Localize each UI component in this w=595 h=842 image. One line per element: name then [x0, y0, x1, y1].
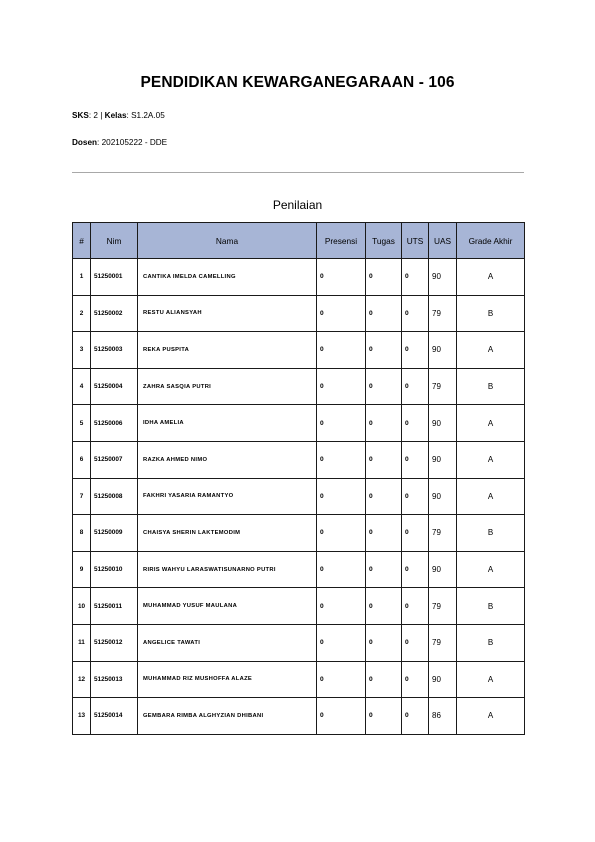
cell-number: 10	[73, 588, 91, 625]
cell-uts: 0	[402, 478, 429, 515]
cell-grade: B	[457, 624, 525, 661]
cell-uts: 0	[402, 661, 429, 698]
cell-uas: 79	[429, 588, 457, 625]
cell-nim: 51250004	[91, 368, 138, 405]
cell-presensi: 0	[317, 588, 366, 625]
cell-number: 13	[73, 698, 91, 735]
cell-number: 3	[73, 332, 91, 369]
table-row	[73, 624, 525, 661]
dosen-label: Dosen	[72, 138, 98, 147]
cell-nim: 51250008	[91, 478, 138, 515]
cell-uts: 0	[402, 259, 429, 296]
cell-uts: 0	[402, 368, 429, 405]
table-row	[73, 405, 525, 442]
cell-tugas: 0	[366, 295, 402, 332]
cell-nama: ZAHRA SASQIA PUTRI	[138, 368, 317, 405]
cell-grade: A	[457, 698, 525, 735]
cell-uas: 90	[429, 551, 457, 588]
cell-nim: 51250001	[91, 259, 138, 296]
cell-nim: 51250014	[91, 698, 138, 735]
cell-nama: GEMBARA RIMBA ALGHYZIAN DHIBANI	[138, 698, 317, 735]
cell-tugas: 0	[366, 624, 402, 661]
table-header-row	[73, 223, 525, 259]
cell-tugas: 0	[366, 259, 402, 296]
cell-nama: FAKHRI YASARIA RAMANTYO	[138, 478, 317, 515]
cell-nama: RAZKA AHMED NIMO	[138, 441, 317, 478]
cell-uas: 86	[429, 698, 457, 735]
cell-nim: 51250002	[91, 295, 138, 332]
cell-grade: B	[457, 368, 525, 405]
table-row	[73, 368, 525, 405]
cell-nim: 51250009	[91, 515, 138, 552]
dosen-colon: :	[97, 138, 102, 147]
lecturer-info	[72, 138, 167, 147]
cell-uas: 90	[429, 661, 457, 698]
cell-grade: B	[457, 515, 525, 552]
col-header-number: #	[73, 223, 91, 259]
cell-tugas: 0	[366, 698, 402, 735]
cell-uts: 0	[402, 588, 429, 625]
cell-nim: 51250013	[91, 661, 138, 698]
col-header-nama: Nama	[138, 223, 317, 259]
cell-grade: A	[457, 405, 525, 442]
cell-nim: 51250011	[91, 588, 138, 625]
cell-tugas: 0	[366, 661, 402, 698]
cell-number: 7	[73, 478, 91, 515]
cell-nama: RESTU ALIANSYAH	[138, 295, 317, 332]
cell-uts: 0	[402, 624, 429, 661]
cell-presensi: 0	[317, 551, 366, 588]
cell-nama: REKA PUSPITA	[138, 332, 317, 369]
cell-tugas: 0	[366, 405, 402, 442]
cell-number: 9	[73, 551, 91, 588]
cell-presensi: 0	[317, 368, 366, 405]
cell-presensi: 0	[317, 624, 366, 661]
cell-nama: MUHAMMAD RIZ MUSHOFFA ALAZE	[138, 661, 317, 698]
cell-presensi: 0	[317, 698, 366, 735]
kelas-label: Kelas	[104, 111, 127, 120]
cell-grade: A	[457, 661, 525, 698]
table-row	[73, 515, 525, 552]
section-title: Penilaian	[272, 198, 323, 212]
cell-number: 6	[73, 441, 91, 478]
cell-nim: 51250010	[91, 551, 138, 588]
col-header-tugas: Tugas	[366, 223, 402, 259]
dosen-value: 202105222 - DDE	[101, 138, 168, 147]
sks-value: 2	[93, 111, 98, 120]
col-header-nim: Nim	[91, 223, 138, 259]
cell-presensi: 0	[317, 259, 366, 296]
cell-number: 1	[73, 259, 91, 296]
cell-number: 2	[73, 295, 91, 332]
table-body	[73, 259, 525, 735]
table-row	[73, 661, 525, 698]
table-row	[73, 698, 525, 735]
cell-uas: 90	[429, 332, 457, 369]
cell-uts: 0	[402, 441, 429, 478]
cell-nim: 51250007	[91, 441, 138, 478]
cell-number: 11	[73, 624, 91, 661]
course-info	[72, 111, 165, 120]
sks-label: SKS	[72, 111, 89, 120]
cell-tugas: 0	[366, 332, 402, 369]
sks-colon: :	[88, 111, 94, 120]
cell-tugas: 0	[366, 368, 402, 405]
cell-uts: 0	[402, 515, 429, 552]
cell-uas: 90	[429, 441, 457, 478]
cell-tugas: 0	[366, 478, 402, 515]
cell-uas: 79	[429, 515, 457, 552]
cell-uas: 79	[429, 295, 457, 332]
col-header-grade: Grade Akhir	[457, 223, 525, 259]
cell-uts: 0	[402, 332, 429, 369]
cell-presensi: 0	[317, 405, 366, 442]
cell-uts: 0	[402, 295, 429, 332]
cell-uas: 79	[429, 368, 457, 405]
cell-presensi: 0	[317, 295, 366, 332]
col-header-uts: UTS	[402, 223, 429, 259]
kelas-value: S1.2A.05	[131, 111, 165, 120]
cell-grade: A	[457, 551, 525, 588]
grades-table	[72, 222, 525, 735]
cell-presensi: 0	[317, 478, 366, 515]
cell-presensi: 0	[317, 441, 366, 478]
table-row	[73, 295, 525, 332]
table-row	[73, 332, 525, 369]
table-row	[73, 551, 525, 588]
cell-number: 12	[73, 661, 91, 698]
cell-tugas: 0	[366, 551, 402, 588]
cell-presensi: 0	[317, 661, 366, 698]
cell-uas: 90	[429, 259, 457, 296]
cell-tugas: 0	[366, 515, 402, 552]
cell-grade: A	[457, 441, 525, 478]
cell-uas: 90	[429, 405, 457, 442]
cell-uas: 90	[429, 478, 457, 515]
page-title: PENDIDIKAN KEWARGANEGARAAN - 106	[140, 74, 455, 91]
info-separator: |	[97, 111, 105, 120]
cell-presensi: 0	[317, 332, 366, 369]
kelas-colon: :	[126, 111, 132, 120]
cell-nim: 51250003	[91, 332, 138, 369]
table-row	[73, 588, 525, 625]
cell-nama: ANGELICE TAWATI	[138, 624, 317, 661]
cell-nama: CHAISYA SHERIN LAKTEMODIM	[138, 515, 317, 552]
cell-grade: A	[457, 332, 525, 369]
cell-uts: 0	[402, 405, 429, 442]
cell-presensi: 0	[317, 515, 366, 552]
table-row	[73, 478, 525, 515]
col-header-presensi: Presensi	[317, 223, 366, 259]
table-row	[73, 259, 525, 296]
cell-grade: A	[457, 478, 525, 515]
cell-nama: IDHA AMELIA	[138, 405, 317, 442]
cell-grade: B	[457, 588, 525, 625]
cell-nim: 51250012	[91, 624, 138, 661]
divider	[72, 172, 524, 173]
cell-tugas: 0	[366, 441, 402, 478]
cell-nama: CANTIKA IMELDA CAMELLING	[138, 259, 317, 296]
cell-nim: 51250006	[91, 405, 138, 442]
table-row	[73, 441, 525, 478]
cell-number: 4	[73, 368, 91, 405]
cell-number: 8	[73, 515, 91, 552]
col-header-uas: UAS	[429, 223, 457, 259]
cell-grade: A	[457, 259, 525, 296]
cell-nama: RIRIS WAHYU LARASWATISUNARNO PUTRI	[138, 551, 317, 588]
cell-uts: 0	[402, 698, 429, 735]
cell-grade: B	[457, 295, 525, 332]
cell-nama: MUHAMMAD YUSUF MAULANA	[138, 588, 317, 625]
cell-tugas: 0	[366, 588, 402, 625]
cell-uts: 0	[402, 551, 429, 588]
cell-number: 5	[73, 405, 91, 442]
cell-uas: 79	[429, 624, 457, 661]
